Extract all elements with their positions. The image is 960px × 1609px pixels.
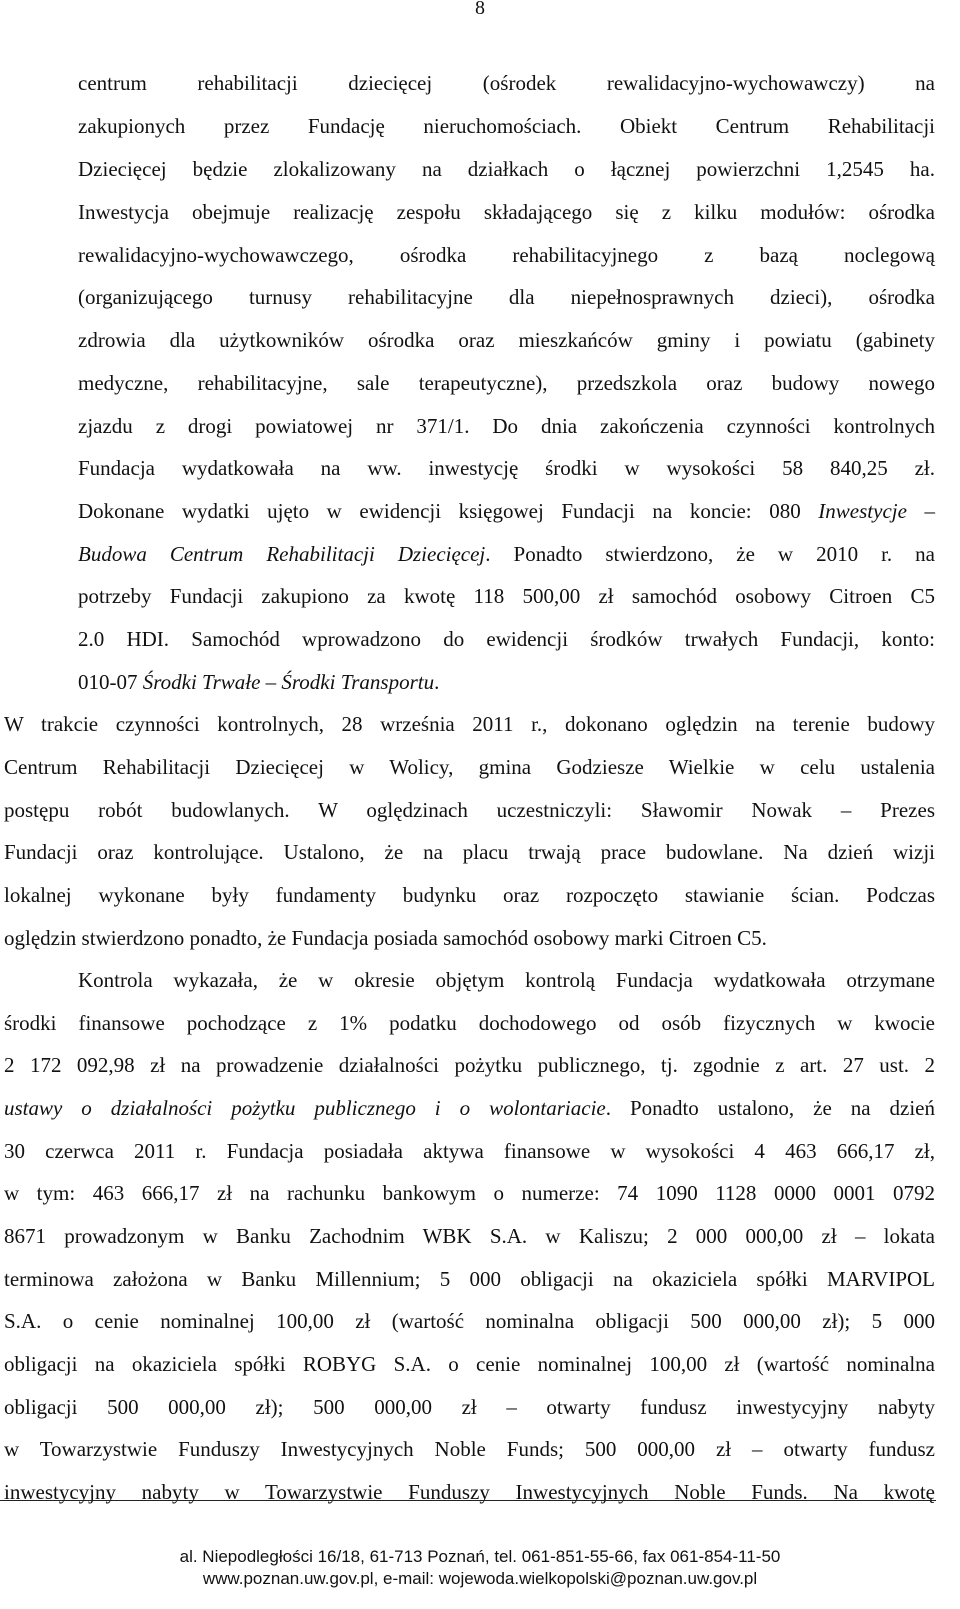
text-line: 30 czerwca 2011 r. Fundacja posiadała aktywa finansowe w wysokości 4 463 666,17 zł, bbox=[4, 1139, 935, 1163]
text-line: rewalidacyjno-wychowawczego, ośrodka rehabilitacyjnego z bazą noclegową bbox=[78, 243, 935, 267]
text-line: oględzin stwierdzono ponadto, że Fundacja posiada samochód osobowy marki Citroen C5. bbox=[4, 926, 767, 950]
investment-name-italic: Budowa Centrum Rehabilitacji Dziecięcej bbox=[78, 542, 486, 566]
text-line: 2 172 092,98 zł na prowadzenie działalności pożytku publicznego, tj. zgodnie z art. 27 ust. 2 bbox=[4, 1053, 935, 1077]
text-line bbox=[78, 668, 935, 696]
account-name-italic: Środki Trwałe – Środki Transportu bbox=[142, 670, 435, 694]
page-number: 8 bbox=[475, 0, 485, 19]
text-line bbox=[4, 1094, 935, 1122]
text-span: Dokonane wydatki ujęto w ewidencji księgowej Fundacji na koncie: 080 bbox=[78, 499, 819, 523]
text-line: (organizującego turnusy rehabilitacyjne dla niepełnosprawnych dzieci), ośrodka bbox=[78, 285, 935, 309]
text-line: obligacji na okaziciela spółki ROBYG S.A. o cenie nominalnej 100,00 zł (wartość nominalna bbox=[4, 1352, 935, 1376]
text-line: potrzeby Fundacji zakupiono za kwotę 118 500,00 zł samochód osobowy Citroen C5 bbox=[78, 584, 935, 608]
text-span: . bbox=[434, 670, 440, 694]
account-name-italic: Inwestycje – bbox=[818, 499, 935, 523]
text-line: 2.0 HDI. Samochód wprowadzono do ewidencji środków trwałych Fundacji, konto: bbox=[78, 627, 935, 651]
text-line: lokalnej wykonane były fundamenty budynku oraz rozpoczęto stawianie ścian. Podczas bbox=[4, 883, 935, 907]
footer-contact: www.poznan.uw.gov.pl, e-mail: wojewoda.wielkopolski@poznan.uw.gov.pl bbox=[202, 1569, 758, 1588]
text-line: postępu robót budowlanych. W oględzinach uczestniczyli: Sławomir Nowak – Prezes bbox=[4, 798, 935, 822]
text-line: Centrum Rehabilitacji Dziecięcej w Wolicy, gmina Godziesze Wielkie w celu ustalenia bbox=[4, 755, 935, 779]
text-line: obligacji 500 000,00 zł); 500 000,00 zł – otwarty fundusz inwestycyjny nabyty bbox=[4, 1395, 935, 1419]
text-line: Fundacji oraz kontrolujące. Ustalono, że na placu trwają prace budowlane. Na dzień wizji bbox=[4, 840, 935, 864]
text-line: zdrowia dla użytkowników ośrodka oraz mieszkańców gminy i powiatu (gabinety bbox=[78, 328, 935, 352]
text-line: Kontrola wykazała, że w okresie objętym kontrolą Fundacja wydatkowała otrzymane bbox=[78, 968, 935, 992]
text-line: środki finansowe pochodzące z 1% podatku dochodowego od osób fizycznych w kwocie bbox=[4, 1011, 935, 1035]
text-line: W trakcie czynności kontrolnych, 28 września 2011 r., dokonano oględzin na terenie budowy bbox=[4, 712, 935, 736]
footer-address: al. Niepodległości 16/18, 61-713 Poznań, tel. 061-851-55-66, fax 061-854-11-50 bbox=[179, 1547, 781, 1566]
text-line: zakupionych przez Fundację nieruchomościach. Obiekt Centrum Rehabilitacji bbox=[78, 114, 935, 138]
text-line: medyczne, rehabilitacyjne, sale terapeutyczne), przedszkola oraz budowy nowego bbox=[78, 371, 935, 395]
text-line: w tym: 463 666,17 zł na rachunku bankowym o numerze: 74 1090 1128 0000 0001 0792 bbox=[4, 1181, 935, 1205]
text-line: S.A. o cenie nominalnej 100,00 zł (wartość nominalna obligacji 500 000,00 zł); 5 000 bbox=[4, 1309, 935, 1333]
text-line: inwestycyjny nabyty w Towarzystwie Funduszy Inwestycyjnych Noble Funds. Na kwotę bbox=[4, 1480, 935, 1504]
text-line: Dziecięcej będzie zlokalizowany na działkach o łącznej powierzchni 1,2545 ha. bbox=[78, 157, 935, 181]
text-span: . Ponadto ustalono, że na dzień bbox=[605, 1096, 936, 1120]
text-line: 8671 prowadzonym w Banku Zachodnim WBK S.A. w Kaliszu; 2 000 000,00 zł – lokata bbox=[4, 1224, 935, 1248]
text-line: Fundacja wydatkowała na ww. inwestycję środki w wysokości 58 840,25 zł. bbox=[78, 456, 935, 480]
text-span: 010-07 bbox=[78, 670, 143, 694]
text-line bbox=[78, 540, 935, 568]
text-line: centrum rehabilitacji dziecięcej (ośrodek rewalidacyjno-wychowawczy) na bbox=[78, 71, 935, 95]
text-span: . Ponadto stwierdzono, że w 2010 r. na bbox=[485, 542, 935, 566]
text-line: terminowa założona w Banku Millennium; 5 000 obligacji na okaziciela spółki MARVIPOL bbox=[4, 1267, 935, 1291]
act-title-italic: ustawy o działalności pożytku publicznego i o wolontariacie bbox=[4, 1096, 606, 1120]
text-line: w Towarzystwie Funduszy Inwestycyjnych Noble Funds; 500 000,00 zł – otwarty fundusz bbox=[4, 1437, 935, 1461]
text-line: Inwestycja obejmuje realizację zespołu składającego się z kilku modułów: ośrodka bbox=[78, 200, 935, 224]
footer-divider bbox=[0, 1500, 936, 1501]
text-line bbox=[78, 497, 935, 525]
text-line: zjazdu z drogi powiatowej nr 371/1. Do dnia zakończenia czynności kontrolnych bbox=[78, 414, 935, 438]
